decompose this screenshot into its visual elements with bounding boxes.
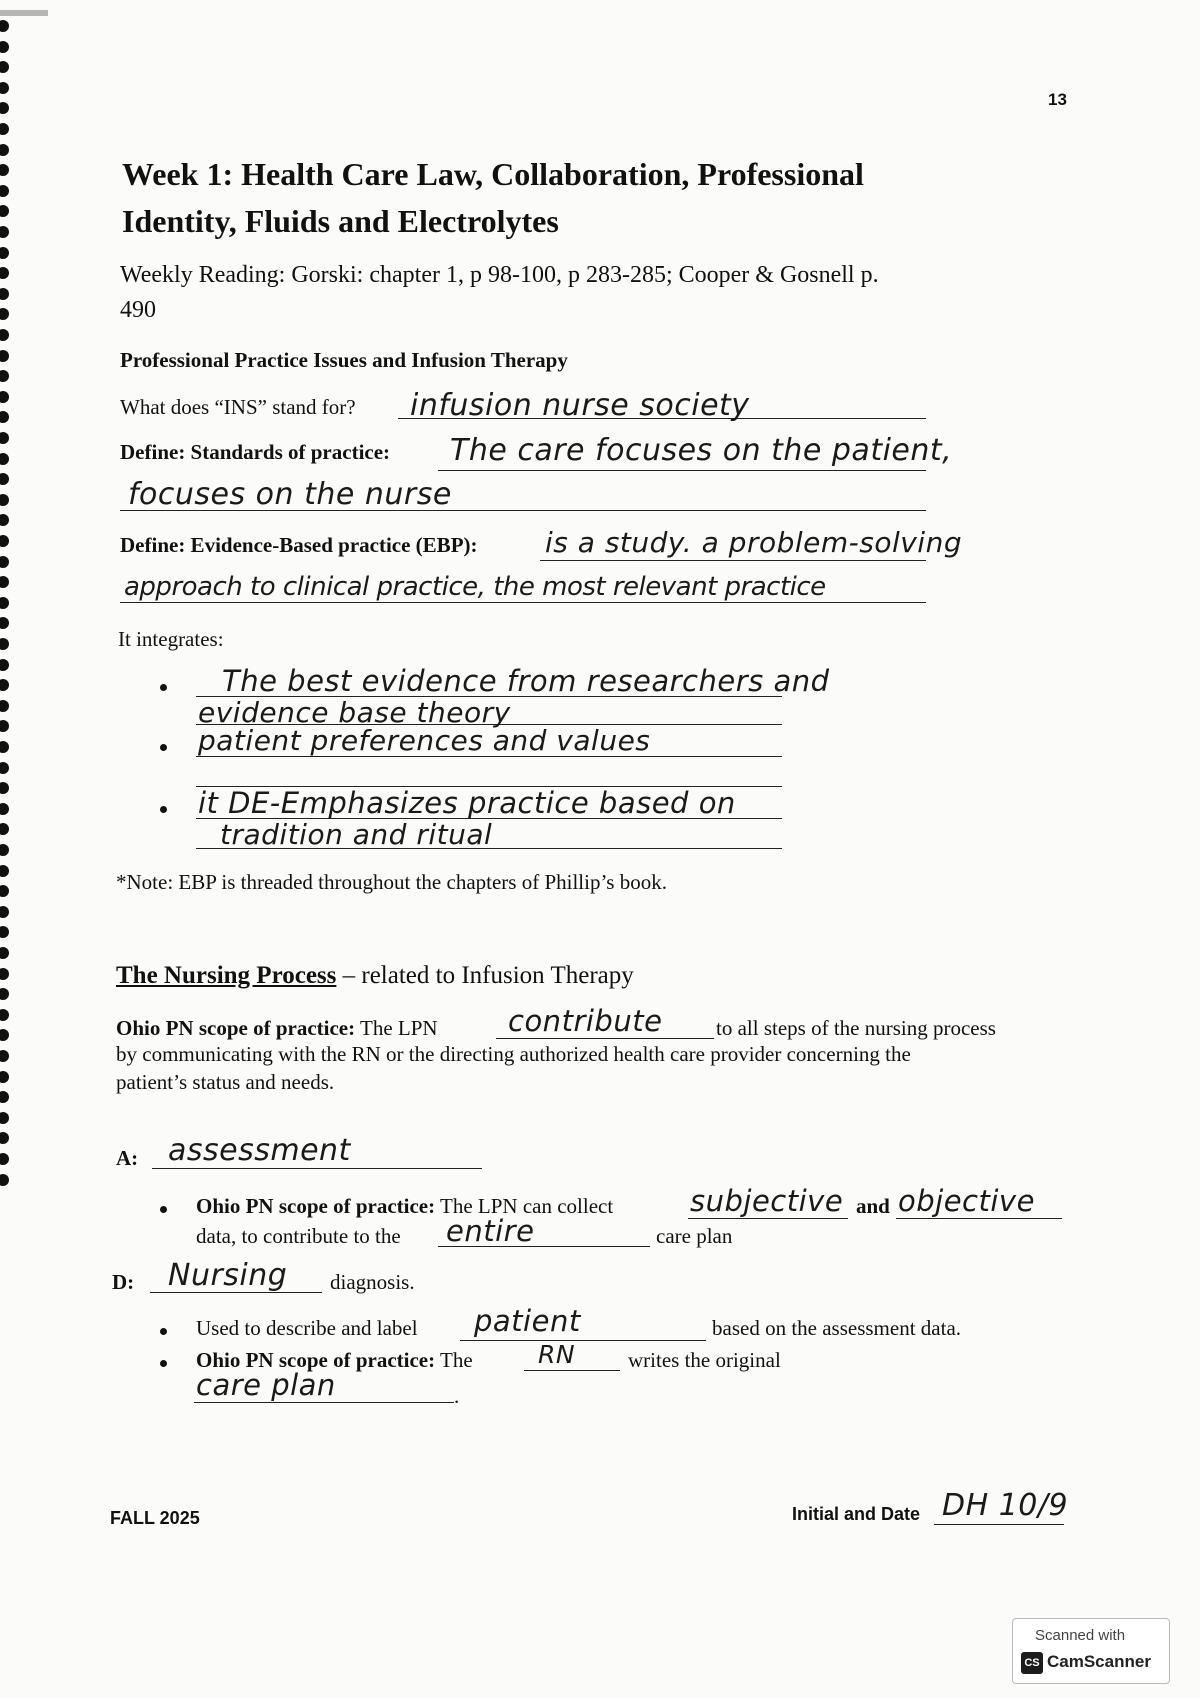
bleed-through: [960, 150, 1180, 1450]
binding-hole: [0, 123, 9, 135]
ebp-answer2: approach to clinical practice, the most relevant practice: [124, 572, 826, 602]
binding-hole: [0, 185, 9, 197]
binding-hole: [0, 164, 9, 176]
a-ans1: subjective: [690, 1184, 844, 1218]
binding-hole: [0, 391, 9, 403]
binding-hole: [0, 535, 9, 547]
binding-hole: [0, 988, 9, 1000]
binding-hole: [0, 968, 9, 980]
a-ans1-line: [688, 1218, 848, 1219]
ebp-answer1: is a study. a problem-solving: [545, 526, 963, 559]
d-b2-post: writes the original: [628, 1348, 781, 1372]
binding-hole: [0, 1132, 9, 1144]
binding-hole: [0, 679, 9, 691]
section2-heading-wrap: [116, 962, 634, 990]
binding-hole: [0, 576, 9, 588]
binding-hole: [0, 906, 9, 918]
integrates-item-2a: patient preferences and values: [198, 724, 651, 757]
sop-question: Define: Standards of practice:: [120, 440, 391, 464]
d-b1-ans-line: [460, 1340, 706, 1341]
ohio-scope-line2: by communicating with the RN or the directing authorized health care provider concerning the: [116, 1042, 911, 1066]
page-number: 13: [1048, 90, 1067, 109]
integrates-bullet-1: [160, 684, 167, 691]
weekly-reading: Weekly Reading: Gorski: chapter 1, p 98-100, p 283-285; Cooper & Gosnell p.: [120, 262, 879, 288]
section2-heading: The Nursing Process: [116, 962, 337, 989]
a-answer-line: [152, 1168, 482, 1169]
binding-hole: [0, 20, 9, 32]
binding-hole: [0, 556, 9, 568]
d-answer: Nursing: [168, 1258, 288, 1293]
ohio-answer: contribute: [508, 1004, 663, 1038]
binding-hole: [0, 1153, 9, 1165]
binding-hole: [0, 144, 9, 156]
binding-hole: [0, 865, 9, 877]
footer-initial-date: Initial and Date: [792, 1504, 921, 1524]
binding-hole: [0, 411, 9, 423]
ohio-scope-line1: [116, 1016, 438, 1041]
a-ans2: objective: [898, 1184, 1035, 1218]
d-b1-ans: patient: [474, 1304, 581, 1338]
d-b1-post: based on the assessment data.: [712, 1316, 962, 1340]
d-b2-ans2: care plan: [196, 1368, 336, 1402]
binding-hole: [0, 1029, 9, 1041]
binding-hole: [0, 308, 9, 320]
d-b2-ans: RN: [538, 1340, 576, 1369]
ohio-scope-line3: patient’s status and needs.: [116, 1070, 335, 1094]
d-b2-end: .: [454, 1384, 460, 1408]
a-bullet-line2-pre: data, to contribute to the: [196, 1224, 401, 1248]
integrates-item-1a: The best evidence from researchers and: [222, 664, 830, 698]
binding-hole: [0, 432, 9, 444]
binding-hole: [0, 226, 9, 238]
binding-hole: [0, 267, 9, 279]
d-bullet-1: [160, 1328, 167, 1335]
d-bullet-2: [160, 1360, 167, 1367]
camscanner-line2: CamScanner: [1047, 1652, 1151, 1671]
d-b1-pre: Used to describe and label: [196, 1316, 418, 1340]
footer-term: FALL 2025: [110, 1508, 200, 1528]
ebp-line2: [120, 602, 926, 603]
binding-hole: [0, 1091, 9, 1103]
section2-heading-rest: – related to Infusion Therapy: [336, 962, 634, 989]
binding-hole: [0, 844, 9, 856]
binding-hole: [0, 205, 9, 217]
a-bullet: [160, 1206, 167, 1213]
a-ans2-line: [896, 1218, 1062, 1219]
sop-answer2: focuses on the nurse: [128, 477, 452, 512]
page-title-line2: Identity, Fluids and Electrolytes: [122, 203, 559, 239]
d-b2-ans2-line: [194, 1402, 454, 1403]
binding-hole: [0, 1071, 9, 1083]
camscanner-logo-icon: CS: [1021, 1652, 1043, 1674]
binding-hole: [0, 823, 9, 835]
binding-hole: [0, 247, 9, 259]
sop-answer1: The care focuses on the patient,: [450, 433, 953, 468]
integrates-bullet-2: [160, 744, 167, 751]
binding-hole: [0, 803, 9, 815]
ins-question: What does “INS” stand for?: [120, 395, 356, 419]
footer-sig-line: [934, 1524, 1064, 1525]
page-title-line1: Week 1: Health Care Law, Collaboration, Professional: [122, 156, 864, 192]
binding-hole: [0, 102, 9, 114]
binding-hole: [0, 473, 9, 485]
a-bullet-label: Ohio PN scope of practice:: [196, 1194, 436, 1218]
sop-line1: [438, 470, 926, 471]
a-and: and: [856, 1194, 890, 1218]
ebp-question: Define: Evidence-Based practice (EBP):: [120, 533, 478, 557]
ebp-note: *Note: EBP is threaded throughout the chapters of Phillip’s book.: [116, 870, 667, 894]
binding-hole: [0, 1050, 9, 1062]
ebp-line1: [540, 560, 926, 561]
a-label: A:: [116, 1146, 139, 1170]
camscanner-line1: Scanned with: [1035, 1627, 1126, 1644]
binding-hole: [0, 782, 9, 794]
ins-answer: infusion nurse society: [410, 388, 750, 423]
binding-hole: [0, 329, 9, 341]
binding-holes: [0, 20, 14, 1200]
d-post: diagnosis.: [330, 1270, 415, 1294]
binding-hole: [0, 762, 9, 774]
binding-hole: [0, 597, 9, 609]
binding-hole: [0, 617, 9, 629]
binding-hole: [0, 947, 9, 959]
binding-hole: [0, 61, 9, 73]
binding-hole: [0, 720, 9, 732]
integrates-bullet-3: [160, 806, 167, 813]
ohio-scope-label: Ohio PN scope of practice:: [116, 1016, 356, 1040]
integrates-item-3b: tradition and ritual: [220, 818, 493, 851]
integrates-item-3a: it DE-Emphasizes practice based on: [198, 786, 736, 820]
weekly-reading-cont: 490: [120, 297, 156, 323]
a-answer: assessment: [168, 1133, 351, 1168]
ohio-scope-post: to all steps of the nursing process: [716, 1016, 996, 1040]
integrates-label: It integrates:: [118, 627, 224, 651]
camscanner-badge: [1012, 1618, 1170, 1684]
ohio-scope-pre: The LPN: [355, 1016, 438, 1040]
binding-hole: [0, 82, 9, 94]
binding-hole: [0, 1174, 9, 1186]
a-bullet-line2-post: care plan: [656, 1224, 733, 1248]
d-b2-ans-line: [524, 1370, 620, 1371]
binding-hole: [0, 41, 9, 53]
d-b2-label: Ohio PN scope of practice:: [196, 1348, 436, 1372]
d-label: D:: [112, 1270, 135, 1294]
binding-hole: [0, 926, 9, 938]
binding-hole: [0, 638, 9, 650]
binding-hole: [0, 370, 9, 382]
binding-hole: [0, 659, 9, 671]
footer-signature: DH 10/9: [942, 1488, 1069, 1523]
scan-edge: [0, 10, 48, 16]
d-b2-pre: The: [435, 1348, 473, 1372]
binding-hole: [0, 453, 9, 465]
binding-hole: [0, 288, 9, 300]
section1-heading: Professional Practice Issues and Infusion Therapy: [120, 348, 568, 372]
integrates-item-1b: evidence base theory: [198, 696, 511, 729]
binding-hole: [0, 350, 9, 362]
a-ans3: entire: [446, 1214, 535, 1248]
binding-hole: [0, 1009, 9, 1021]
a-bullet-line1: [196, 1194, 613, 1219]
binding-hole: [0, 700, 9, 712]
binding-hole: [0, 514, 9, 526]
binding-hole: [0, 885, 9, 897]
binding-hole: [0, 1112, 9, 1124]
a-bullet-text: The LPN can collect: [435, 1194, 614, 1218]
binding-hole: [0, 741, 9, 753]
ohio-answer-line: [496, 1038, 714, 1039]
binding-hole: [0, 494, 9, 506]
